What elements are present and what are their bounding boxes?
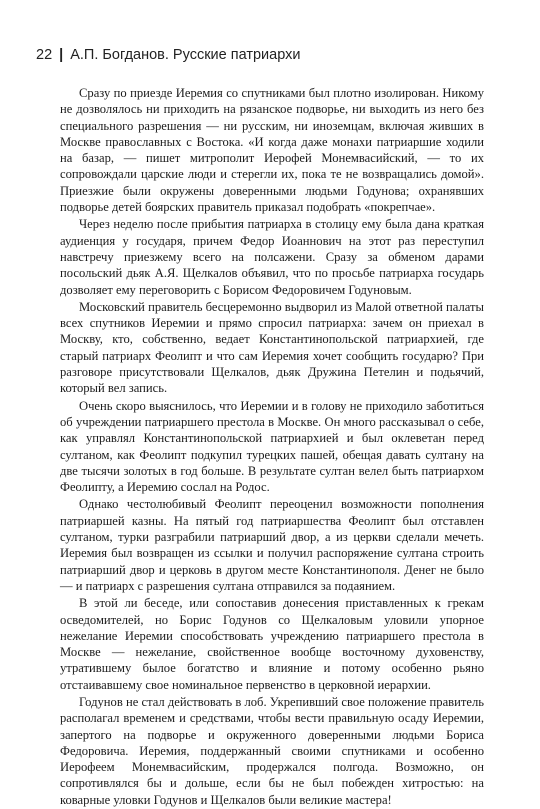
paragraph: Однако честолюбивый Феолипт переоценил возможности пополнения патриаршей казны. На пятый год патриаршества Феолипт был отставлен султаном, турки разграбили патриарший двор, а из церкви сделали мечеть. Иеремия был возвращен из ссылки и получил распоряжение султана строить патриарший двор и церковь в другом месте Константинополя. Денег не было — и патриарх с разрешения султана отправился за подаянием. xyxy=(60,497,484,593)
page-number: 22 xyxy=(36,47,53,63)
page-body xyxy=(60,85,484,809)
running-header xyxy=(36,46,300,64)
paragraph: Сразу по приезде Иеремия со спутниками был плотно изолирован. Никому не дозволялось ни приходить на рязанское подворье, ни выходить из него без специального разрешения — ни русским, ни иноземцам, включая живших в Москве православных с Востока. «И когда даже монахи патриаршие ходили на базар, — пишет митрополит Иерофей Монемвасийский, — то их сопровождали царские люди и стерегли их, пока те не возвращались домой». Приезжие были окружены доверенными людьми Годунова; охранявших подворье детей боярских правитель приказал подобрать «покрепчае». xyxy=(60,86,484,215)
header-author: А.П. xyxy=(70,47,99,63)
header-title: Богданов. Русские патриархи xyxy=(102,47,301,63)
paragraph: Годунов не стал действовать в лоб. Укрепивший свое положение правитель располагал временем и средствами, чтобы вести правильную осаду Иеремии, запертого на подворье и окруженного доверенными людьми Бориса Федоровича. Иеремия, поддержанный своими спутниками и особенно Иерофеем Монемвасийским, продержался полгода. Возможно, он сопротивлялся бы и дольше, если бы не был побежден хитростью: на коварные уловки Годунов и Щелкалов были великие мастера! xyxy=(60,694,484,807)
paragraph: Через неделю после прибытия патриарха в столицу ему была дана краткая аудиенция у государя, причем Федор Иоаннович на этот раз переступил навстречу приезжему всего на полсажени. Сразу за обменом дарами посольский дьяк А.Я. Щелкалов объявил, что по просьбе патриарха государь дозволяет ему переговорить с Борисом Федоровичем Годуновым. xyxy=(60,217,484,297)
header-separator: | xyxy=(59,47,64,63)
paragraph: В этой ли беседе, или сопоставив донесения приставленных к грекам осведомителей, но Борис Годунов со Щелкаловым уловили упорное нежелание Иеремии способствовать учреждению патриаршего престола в Москве — нежелание, свойственное вообще восточному духовенству, утратившему былое богатство и влияние и потому особенно рьяно отстаивавшему свое номинальное первенство в церковной иерархии. xyxy=(60,596,484,692)
paragraph: Очень скоро выяснилось, что Иеремии и в голову не приходило заботиться об учреждении патриаршего престола в Москве. Он много рассказывал о себе, как управлял Константинопольской патриархией и был оклеветан перед султаном, как Феолипт подкупил турецких пашей, обещая давать султану на две тысячи золотых в год больше. В результате султан велел быть патриархом Феолипту, а Иеремию сослал на Родос. xyxy=(60,398,484,495)
paragraph: Московский правитель бесцеремонно выдворил из Малой ответной палаты всех спутников Иеремии и прямо спросил патриарха: зачем он приехал в Москву, кто, собственно, ведает Константинопольской патриархией, где старый патриарх Феолипт и что сам Иеремия хочет сообщить государю? При разговоре присутствовали Щелкалов, дьяк Дружина Петелин и подьячий, который вел запись. xyxy=(60,299,484,396)
